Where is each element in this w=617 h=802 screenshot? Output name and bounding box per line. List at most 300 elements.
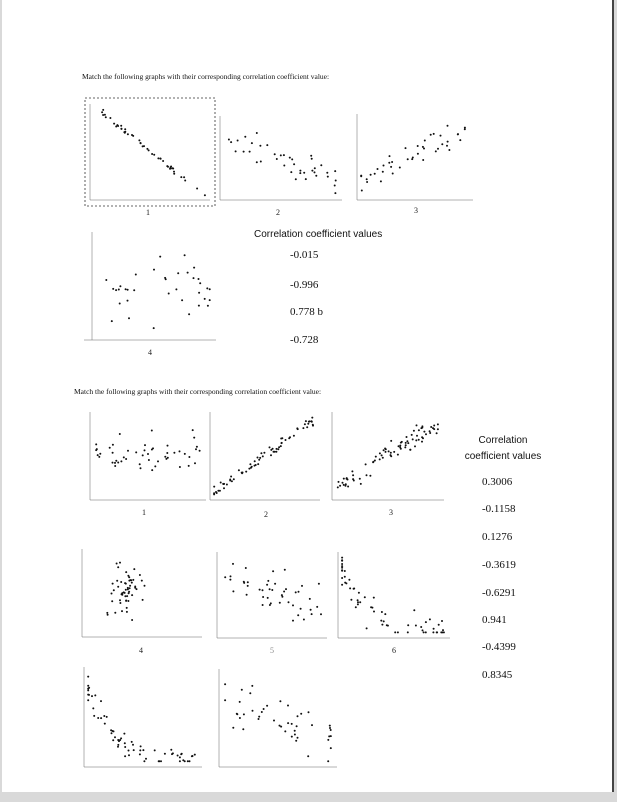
scatter-point	[249, 463, 251, 465]
scatter-point	[140, 142, 142, 144]
scatter-point	[373, 597, 375, 599]
scatter-point	[87, 685, 89, 687]
scatter-point	[269, 446, 271, 448]
scatter-point	[117, 586, 119, 588]
scatter-point	[379, 458, 381, 460]
scatter-point	[242, 472, 244, 474]
scatter-point	[310, 155, 312, 157]
scatter-point	[271, 589, 273, 591]
scatter-point	[194, 462, 196, 464]
section2-heading: Match the following graphs with their corresponding correlation coefficient value:	[74, 387, 322, 396]
s2-value: -0.3619	[482, 559, 516, 571]
scatter-point	[421, 441, 423, 443]
scatter-point	[260, 161, 262, 163]
s2-graph-3-label: 3	[389, 508, 393, 517]
s1-value: 0.778 b	[290, 306, 323, 318]
scatter-point	[117, 739, 119, 741]
scatter-point	[307, 755, 309, 757]
scatter-point	[296, 725, 298, 727]
scatter-point	[429, 618, 431, 620]
scatter-point	[118, 289, 120, 291]
scatter-point	[222, 483, 224, 485]
s2-graph-7	[72, 663, 207, 778]
scatter-point	[415, 439, 417, 441]
scatter-point	[308, 711, 310, 713]
s2-graph-5-label: 5	[270, 646, 274, 655]
scatter-point	[287, 705, 289, 707]
scatter-point	[198, 278, 200, 280]
scatter-point	[128, 750, 130, 752]
scatter-point	[397, 631, 399, 633]
scatter-point	[105, 279, 107, 281]
scatter-point	[112, 444, 114, 446]
scatter-point	[407, 158, 409, 160]
scatter-point	[360, 175, 362, 177]
scatter-point	[187, 760, 189, 762]
scatter-point	[126, 611, 128, 613]
scatter-point	[247, 585, 249, 587]
scatter-point	[281, 437, 283, 439]
scatter-point	[383, 165, 385, 167]
scatter-point	[139, 753, 141, 755]
scatter-point	[177, 272, 179, 274]
scatter-point	[232, 563, 234, 565]
scatter-point	[297, 715, 299, 717]
scatter-point	[285, 439, 287, 441]
scatter-point	[191, 755, 193, 757]
scatter-point	[357, 603, 359, 605]
scatter-point	[113, 123, 115, 125]
scatter-point	[309, 598, 311, 600]
scatter-point	[166, 452, 168, 454]
scatter-point	[279, 602, 281, 604]
scatter-point	[337, 486, 339, 488]
scatter-point	[92, 707, 94, 709]
scatter-point	[243, 151, 245, 153]
scatter-point	[115, 460, 117, 462]
s1-graph-1	[82, 96, 217, 208]
scatter-point	[406, 440, 408, 442]
scatter-point	[417, 145, 419, 147]
scatter-point	[177, 755, 179, 757]
s1-graph-2	[212, 110, 347, 208]
scatter-point	[107, 614, 109, 616]
scatter-point	[422, 629, 424, 631]
scatter-point	[235, 150, 237, 152]
scatter-point	[256, 161, 258, 163]
scatter-point	[180, 176, 182, 178]
scatter-point	[328, 735, 330, 737]
scatter-point	[457, 133, 459, 135]
scatter-point	[420, 626, 422, 628]
scatter-point	[430, 134, 432, 136]
scatter-point	[98, 456, 100, 458]
scatter-point	[399, 446, 401, 448]
scatter-point	[390, 452, 392, 454]
scatter-point	[390, 454, 392, 456]
scatter-point	[259, 145, 261, 147]
scatter-point	[417, 153, 419, 155]
scatter-point	[318, 583, 320, 585]
scatter-point	[269, 588, 271, 590]
scatter-point	[293, 435, 295, 437]
scatter-point	[151, 469, 153, 471]
scatter-point	[391, 161, 393, 163]
scatter-point	[181, 299, 183, 301]
scatter-point	[111, 320, 113, 322]
scatter-point	[102, 114, 104, 116]
scatter-point	[117, 744, 119, 746]
scatter-point	[440, 631, 442, 633]
scatter-point	[112, 452, 114, 454]
scatter-point	[130, 579, 132, 581]
scatter-point	[357, 599, 359, 601]
scatter-point	[133, 568, 135, 570]
scatter-point	[138, 139, 140, 141]
scatter-point	[327, 176, 329, 178]
scatter-point	[353, 480, 355, 482]
scatter-point	[104, 114, 106, 116]
scatter-point	[173, 452, 175, 454]
scatter-point	[119, 433, 121, 435]
scatter-point	[311, 724, 313, 726]
scatter-point	[338, 481, 340, 483]
scatter-point	[435, 150, 437, 152]
scatter-point	[100, 717, 102, 719]
scatter-point	[151, 430, 153, 432]
scatter-point	[114, 462, 116, 464]
scatter-point	[366, 178, 368, 180]
scatter-point	[383, 620, 385, 622]
scatter-point	[162, 160, 164, 162]
scatter-point	[131, 582, 133, 584]
scatter-point	[291, 736, 293, 738]
scatter-point	[373, 611, 375, 613]
scatter-point	[151, 153, 153, 155]
scatter-point	[326, 172, 328, 174]
scatter-point	[251, 685, 253, 687]
scatter-point	[106, 716, 108, 718]
scatter-point	[128, 576, 130, 578]
s2-value: 0.8345	[482, 669, 513, 681]
scatter-point	[438, 624, 440, 626]
scatter-point	[341, 560, 343, 562]
scatter-point	[231, 480, 233, 482]
scatter-point	[198, 292, 200, 294]
scatter-point	[87, 676, 89, 678]
scatter-point	[123, 456, 125, 458]
scatter-point	[360, 483, 362, 485]
scatter-point	[192, 429, 194, 431]
scatter-point	[228, 139, 230, 141]
scatter-point	[102, 109, 104, 111]
scatter-point	[416, 435, 418, 437]
s2-value: -0.1158	[482, 503, 516, 515]
scatter-point	[404, 446, 406, 448]
scatter-point	[284, 569, 286, 571]
scatter-point	[230, 575, 232, 577]
s2-graph-4-label: 4	[139, 646, 143, 655]
scatter-point	[179, 756, 181, 758]
scatter-point	[199, 282, 201, 284]
scatter-point	[242, 728, 244, 730]
scatter-point	[97, 717, 99, 719]
scatter-point	[448, 149, 450, 151]
scatter-point	[258, 716, 260, 718]
scatter-point	[128, 317, 130, 319]
scatter-point	[366, 474, 368, 476]
scatter-point	[120, 125, 122, 127]
scatter-point	[359, 601, 361, 603]
s1-graph-3	[347, 108, 477, 206]
scatter-point	[285, 588, 287, 590]
scatter-point	[127, 289, 129, 291]
scatter-point	[251, 466, 253, 468]
scatter-point	[327, 739, 329, 741]
scatter-point	[281, 596, 283, 598]
scatter-point	[315, 175, 317, 177]
scatter-point	[415, 625, 417, 627]
scatter-point	[139, 463, 141, 465]
scatter-point	[393, 451, 395, 453]
scatter-point	[422, 146, 424, 148]
scatter-point	[164, 456, 166, 458]
scatter-point	[157, 460, 159, 462]
scatter-point	[341, 570, 343, 572]
scatter-point	[418, 439, 420, 441]
scatter-point	[406, 436, 408, 438]
scatter-point	[175, 288, 177, 290]
section1-heading: Match the following graphs with their corresponding correlation coefficient value:	[82, 72, 330, 81]
scatter-point	[291, 723, 293, 725]
scatter-point	[384, 613, 386, 615]
scatter-point	[459, 139, 461, 141]
scatter-point	[260, 452, 262, 454]
scatter-point	[314, 167, 316, 169]
scatter-point	[352, 474, 354, 476]
scatter-point	[312, 424, 314, 426]
scatter-point	[233, 478, 235, 480]
scatter-point	[183, 176, 185, 178]
scatter-point	[274, 153, 276, 155]
scatter-point	[272, 570, 274, 572]
scatter-point	[339, 485, 341, 487]
s2-values-title-line1: Correlation	[478, 435, 528, 446]
scatter-point	[341, 584, 343, 586]
scatter-point	[238, 469, 240, 471]
scatter-point	[351, 470, 353, 472]
scatter-point	[112, 730, 114, 732]
scatter-point	[334, 192, 336, 194]
scatter-point	[104, 723, 106, 725]
scatter-point	[433, 428, 435, 430]
scatter-point	[243, 713, 245, 715]
scatter-point	[267, 580, 269, 582]
scatter-point	[198, 305, 200, 307]
scatter-point	[441, 620, 443, 622]
scatter-point	[127, 300, 129, 302]
scatter-point	[283, 154, 285, 156]
scatter-point	[418, 429, 420, 431]
scatter-point	[172, 167, 174, 169]
scatter-point	[343, 478, 345, 480]
scatter-point	[188, 465, 190, 467]
scatter-point	[216, 492, 218, 494]
scatter-point	[213, 486, 215, 488]
scatter-point	[251, 142, 253, 144]
scatter-point	[100, 700, 102, 702]
scatter-point	[226, 484, 228, 486]
scatter-point	[153, 154, 155, 156]
scatter-point	[135, 274, 137, 276]
scatter-point	[94, 694, 96, 696]
scatter-point	[207, 305, 209, 307]
scatter-point	[295, 740, 297, 742]
scatter-point	[274, 583, 276, 585]
scatter-point	[103, 715, 105, 717]
scatter-point	[412, 157, 414, 159]
scatter-point	[126, 607, 128, 609]
scatter-point	[344, 576, 346, 578]
scatter-point	[184, 453, 186, 455]
scatter-point	[109, 117, 111, 119]
scatter-point	[280, 154, 282, 156]
scatter-point	[349, 587, 351, 589]
scatter-point	[184, 180, 186, 182]
scatter-point	[157, 157, 159, 159]
scatter-point	[278, 446, 280, 448]
scatter-point	[229, 579, 231, 581]
s2-graph-2-label: 2	[264, 510, 268, 519]
s2-graph-1-label: 1	[142, 508, 146, 517]
scatter-point	[436, 631, 438, 633]
scatter-point	[303, 619, 305, 621]
s2-value: 0.941	[482, 614, 507, 626]
scatter-point	[123, 733, 125, 735]
scatter-point	[132, 744, 134, 746]
scatter-point	[440, 135, 442, 137]
s2-graph-6	[330, 548, 452, 646]
scatter-point	[172, 752, 174, 754]
scatter-point	[224, 683, 226, 685]
scatter-point	[153, 327, 155, 329]
scatter-point	[254, 465, 256, 467]
scatter-point	[295, 591, 297, 593]
s1-values-title: Correlation coefficient values	[254, 229, 383, 240]
scatter-point	[121, 592, 123, 594]
scatter-point	[369, 475, 371, 477]
s1-graph-4	[84, 228, 219, 346]
scatter-point	[256, 132, 258, 134]
scatter-point	[87, 699, 89, 701]
scatter-point	[148, 459, 150, 461]
scatter-point	[133, 749, 135, 751]
scatter-point	[357, 601, 359, 603]
s2-graph-8	[207, 665, 342, 778]
scatter-point	[388, 162, 390, 164]
s2-values-title-line2: coefficient values	[464, 451, 542, 462]
scatter-point	[244, 136, 246, 138]
scatter-point	[405, 444, 407, 446]
s2-graph-1	[80, 408, 210, 508]
scatter-point	[96, 448, 98, 450]
scatter-point	[308, 421, 310, 423]
scatter-point	[284, 730, 286, 732]
scatter-point	[300, 713, 302, 715]
scatter-point	[392, 173, 394, 175]
scatter-point	[341, 567, 343, 569]
scatter-point	[141, 580, 143, 582]
scatter-point	[413, 609, 415, 611]
scatter-point	[120, 581, 122, 583]
scatter-point	[195, 448, 197, 450]
scatter-point	[179, 466, 181, 468]
scatter-point	[310, 609, 312, 611]
scatter-point	[142, 599, 144, 601]
scatter-point	[258, 718, 260, 720]
scatter-point	[134, 586, 136, 588]
scatter-point	[307, 423, 309, 425]
scatter-point	[407, 624, 409, 626]
scatter-point	[364, 596, 366, 598]
scatter-point	[388, 450, 390, 452]
s1-graph-1-label: 1	[146, 208, 150, 217]
scatter-point	[295, 178, 297, 180]
scatter-point	[390, 166, 392, 168]
scatter-point	[267, 597, 269, 599]
scatter-point	[224, 699, 226, 701]
scatter-point	[341, 557, 343, 559]
scatter-point	[127, 600, 129, 602]
scatter-point	[341, 563, 343, 565]
s1-graph-4-label: 4	[148, 348, 152, 357]
scatter-point	[263, 452, 265, 454]
scatter-point	[382, 171, 384, 173]
scatter-point	[290, 171, 292, 173]
scatter-point	[407, 442, 409, 444]
scatter-point	[114, 612, 116, 614]
scatter-point	[273, 720, 275, 722]
scatter-point	[424, 140, 426, 142]
scatter-point	[311, 158, 313, 160]
scatter-point	[288, 601, 290, 603]
scatter-point	[117, 125, 119, 127]
scatter-point	[131, 594, 133, 596]
scatter-point	[283, 165, 285, 167]
scatter-point	[399, 445, 401, 447]
scatter-point	[421, 425, 423, 427]
s1-value: -0.015	[290, 249, 319, 261]
scatter-point	[147, 453, 149, 455]
scatter-point	[327, 760, 329, 762]
scatter-point	[111, 593, 113, 595]
scatter-point	[146, 148, 148, 150]
scatter-point	[344, 582, 346, 584]
scatter-point	[125, 589, 127, 591]
scatter-point	[370, 174, 372, 176]
scatter-point	[464, 127, 466, 129]
scatter-point	[405, 147, 407, 149]
scatter-point	[105, 116, 107, 118]
scatter-point	[133, 289, 135, 291]
scatter-point	[297, 737, 299, 739]
scatter-point	[281, 442, 283, 444]
s2-value: 0.1276	[482, 531, 513, 543]
scatter-point	[342, 482, 344, 484]
scatter-point	[204, 298, 206, 300]
scatter-point	[302, 427, 304, 429]
scatter-point	[320, 164, 322, 166]
